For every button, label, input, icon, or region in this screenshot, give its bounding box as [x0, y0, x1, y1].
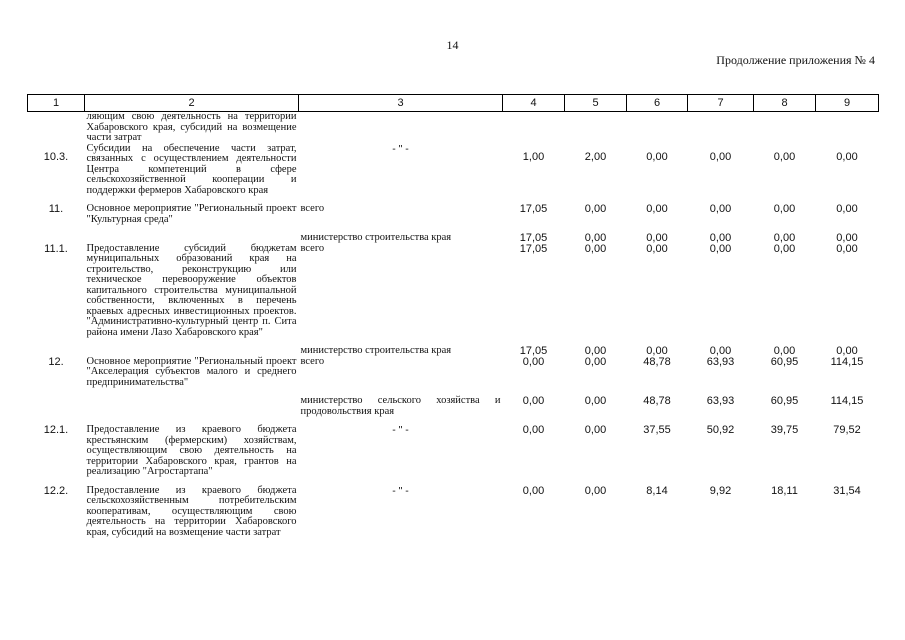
- header-col-7: 7: [688, 95, 754, 112]
- value-cell: 0,00: [522, 395, 545, 407]
- value-cell: 79,52: [833, 424, 861, 436]
- value-cell: 0,00: [709, 150, 732, 163]
- row-source: - " -: [392, 484, 409, 497]
- header-col-8: 8: [754, 95, 816, 112]
- value-cell: 0,00: [584, 355, 607, 368]
- value-cell: 114,15: [830, 395, 864, 407]
- value-cell: 0,00: [709, 232, 732, 244]
- row-number: [28, 338, 85, 357]
- row-description: Основное мероприятие "Региональный проект "Акселерация субъектов малого и среднего предпринимательства": [86, 355, 297, 388]
- value-cell: 0,00: [836, 150, 858, 163]
- value-cell: [754, 112, 816, 144]
- value-cell: [565, 112, 627, 144]
- table-row: [28, 338, 879, 357]
- value-cell: 60,95: [770, 355, 799, 368]
- value-cell: 0,00: [646, 150, 668, 163]
- value-cell: 0,00: [709, 345, 732, 357]
- value-cell: 0,00: [773, 345, 796, 357]
- table-row: [28, 244, 879, 339]
- row-description: Предоставление из краевого бюджета сельскохозяйственным потребительским кооперативам, осуществляющим свою деятельность на территории Хабаровского края, субсидий на возмещение части затрат: [86, 484, 297, 538]
- value-cell: 17,05: [519, 345, 548, 357]
- table-row: [28, 417, 879, 478]
- value-cell: 0,00: [773, 242, 796, 255]
- value-cell: 17,05: [519, 242, 548, 255]
- row-number: 10.3.: [43, 150, 69, 163]
- header-col-3: 3: [299, 95, 503, 112]
- page-number: 14: [446, 38, 459, 52]
- value-cell: 8,14: [646, 484, 668, 497]
- row-source: [299, 112, 503, 144]
- value-cell: 0,00: [709, 242, 732, 255]
- row-number: 12.: [48, 355, 64, 368]
- value-cell: 0,00: [709, 203, 732, 215]
- value-cell: 0,00: [773, 203, 796, 215]
- value-cell: 60,95: [770, 395, 799, 407]
- value-cell: 50,92: [706, 424, 735, 436]
- value-cell: 1,00: [522, 150, 545, 163]
- row-number: [28, 112, 85, 144]
- value-cell: 0,00: [646, 203, 668, 215]
- row-description: Основное мероприятие "Региональный проект "Культурная среда": [86, 203, 297, 225]
- row-number: 11.: [48, 203, 64, 215]
- value-cell: 37,55: [643, 424, 671, 436]
- value-cell: 114,15: [830, 355, 864, 368]
- table-row: [28, 225, 879, 244]
- value-cell: [503, 112, 565, 144]
- value-cell: 0,00: [836, 242, 858, 255]
- value-cell: 0,00: [584, 345, 607, 357]
- table-row: [28, 478, 879, 539]
- table-row: [28, 388, 879, 417]
- value-cell: 0,00: [584, 232, 607, 244]
- row-description: [85, 388, 299, 417]
- row-description: Предоставление субсидий бюджетам муниципальных образований края на строительство, реконструкцию или техническое перевооружение объектов капитального строительства муниципальной собственности, включенных в перечень краевых адресных инвестиционных проектов. "Административно-культурный центр п. Сита района имени Лазо Хабаровского края": [86, 242, 297, 338]
- value-cell: 48,78: [643, 395, 671, 407]
- row-number: [28, 225, 85, 244]
- table-row: [28, 196, 879, 225]
- row-source: министерство строительства края: [300, 232, 452, 243]
- row-number: 11.1.: [44, 242, 68, 255]
- continuation-label: Продолжение приложения № 4: [716, 53, 875, 67]
- row-description: Предоставление из краевого бюджета крестьянским (фермерским) хозяйствам, осуществляющим свою деятельность на территории Хабаровского края, грантов на реализацию "Агростартапа": [86, 424, 297, 477]
- value-cell: 2,00: [584, 150, 607, 163]
- value-cell: 48,78: [643, 355, 671, 368]
- value-cell: 39,75: [770, 424, 799, 436]
- value-cell: 9,92: [709, 484, 732, 497]
- row-source: министерство строительства края: [300, 345, 452, 356]
- value-cell: 0,00: [836, 203, 858, 215]
- header-col-4: 4: [503, 95, 565, 112]
- value-cell: 0,00: [584, 203, 607, 215]
- header-col-6: 6: [627, 95, 688, 112]
- value-cell: 0,00: [584, 242, 607, 255]
- row-source: всего: [300, 203, 325, 214]
- value-cell: 18,11: [771, 484, 798, 497]
- value-cell: 0,00: [773, 232, 796, 244]
- value-cell: 0,00: [522, 424, 545, 436]
- value-cell: [688, 112, 754, 144]
- value-cell: 17,05: [519, 203, 548, 215]
- value-cell: 0,00: [836, 232, 858, 244]
- row-source: министерство сельского хозяйства и продовольствия края: [300, 395, 501, 417]
- row-number: [28, 388, 85, 417]
- value-cell: [627, 112, 688, 144]
- row-description: [85, 338, 299, 357]
- header-col-1: 1: [28, 95, 85, 112]
- value-cell: 0,00: [646, 345, 668, 357]
- row-number: 12.1.: [43, 424, 69, 436]
- value-cell: 0,00: [584, 484, 607, 497]
- row-source: всего: [300, 242, 325, 254]
- row-description: [85, 225, 299, 244]
- value-cell: [816, 112, 879, 144]
- row-description: ляющим свою деятельность на территории Хабаровского края, субсидий на возмещение части затрат: [86, 111, 297, 143]
- budget-table: [27, 94, 879, 538]
- header-col-2: 2: [85, 95, 299, 112]
- header-row: [28, 95, 879, 112]
- value-cell: 63,93: [706, 355, 735, 368]
- value-cell: 0,00: [773, 150, 796, 163]
- table-row: [28, 357, 879, 389]
- value-cell: 0,00: [584, 424, 607, 436]
- value-cell: 0,00: [646, 232, 668, 244]
- value-cell: 31,54: [833, 484, 861, 497]
- value-cell: 0,00: [522, 355, 545, 368]
- row-source: всего: [300, 355, 325, 367]
- header-col-5: 5: [565, 95, 627, 112]
- value-cell: 63,93: [706, 395, 735, 407]
- row-source: - " -: [392, 424, 409, 436]
- value-cell: 17,05: [519, 232, 548, 244]
- table-row: [28, 112, 879, 144]
- header-col-9: 9: [816, 95, 879, 112]
- value-cell: 0,00: [836, 345, 858, 357]
- row-number: 12.2.: [43, 484, 69, 497]
- value-cell: 0,00: [522, 484, 545, 497]
- row-description: Субсидии на обеспечение части затрат, связанных с осуществлением деятельности Центра компетенций в сфере сельскохозяйственной кооперации и поддержки фермеров Хабаровского края: [86, 142, 297, 196]
- value-cell: 0,00: [584, 395, 607, 407]
- value-cell: 0,00: [646, 242, 668, 255]
- row-source: - " -: [392, 142, 409, 155]
- table-row: [28, 144, 879, 197]
